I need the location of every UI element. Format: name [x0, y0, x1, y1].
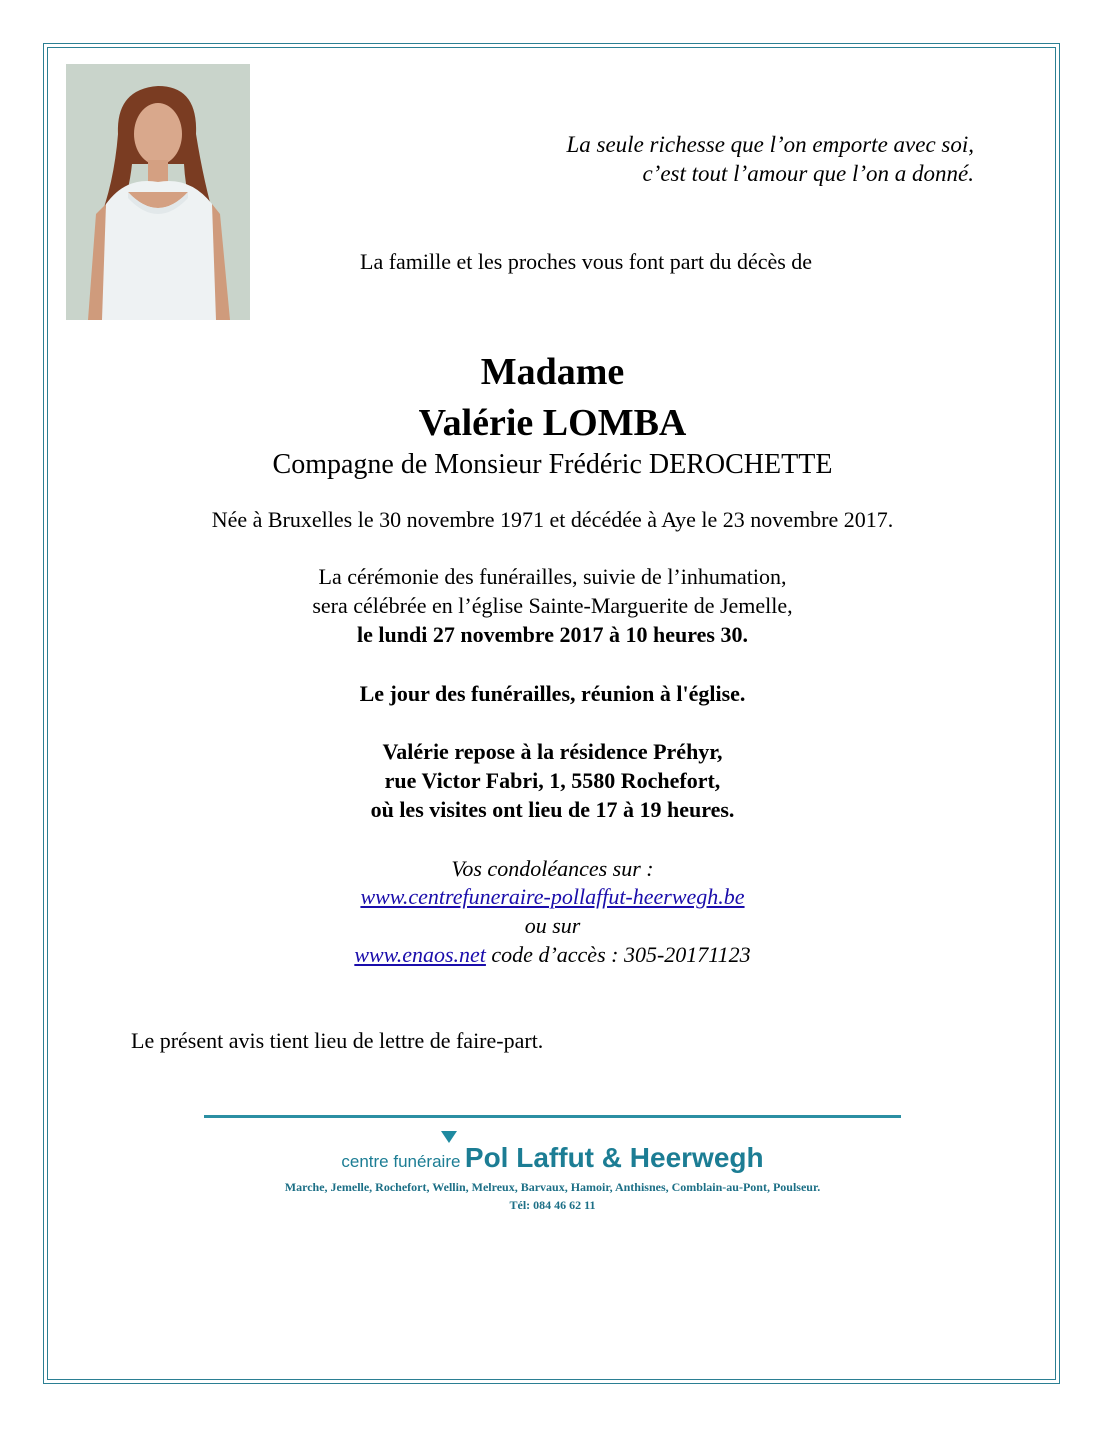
logo-rule [204, 1115, 901, 1118]
portrait-photo-icon [66, 64, 250, 320]
quote-line-1: La seule richesse que l’on emporte avec soi, [566, 132, 974, 157]
condolences-intro: Vos condoléances sur : [451, 856, 654, 881]
rest-line-1: Valérie repose à la résidence Préhyr, [382, 739, 723, 764]
enaos-link[interactable]: www.enaos.net [354, 942, 486, 967]
rest-line-3: où les visites ont lieu de 17 à 19 heures. [370, 797, 735, 822]
quote-line-2: c’est tout l’amour que l’on a donné. [642, 161, 974, 186]
logo-telephone: Tél: 084 46 62 11 [509, 1198, 596, 1212]
announcement: La famille et les proches vous font part du décès de [360, 249, 813, 274]
rest-line-2: rue Victor Fabri, 1, 5580 Rochefort, [384, 768, 721, 793]
portrait-photo [66, 64, 250, 320]
ceremony-line-2: sera célébrée en l’église Sainte-Marguerite de Jemelle, [312, 593, 793, 618]
logo-towns: Marche, Jemelle, Rochefort, Wellin, Melreux, Barvaux, Hamoir, Anthisnes, Comblain-au-Pont, Poulseur. [284, 1180, 821, 1194]
deceased-name: Valérie LOMBA [418, 402, 687, 444]
deceased-relation: Compagne de Monsieur Frédéric DEROCHETTE [272, 449, 833, 480]
funeral-center-logo [0, 1142, 1105, 1174]
meeting-line: Le jour des funérailles, réunion à l'église. [359, 681, 746, 706]
epigraph-quote [566, 130, 974, 188]
ceremony-date: le lundi 27 novembre 2017 à 10 heures 30. [357, 622, 748, 647]
condolences-link-row-2 [0, 942, 1105, 968]
logo-prefix: centre funéraire [341, 1152, 461, 1171]
access-code: code d’accès : 305-20171123 [491, 942, 751, 967]
birth-death-line: Née à Bruxelles le 30 novembre 1971 et décédée à Aye le 23 novembre 2017. [211, 507, 894, 532]
logo-name: Pol Laffut & Heerwegh [464, 1142, 764, 1173]
funeral-center-link[interactable]: www.centrefuneraire-pollaffut-heerwegh.be [360, 884, 745, 909]
deceased-title: Madame [480, 351, 625, 393]
condolences-link-row-1 [0, 884, 1105, 910]
notice-text: Le présent avis tient lieu de lettre de faire-part. [131, 1028, 544, 1053]
ceremony-line-1: La cérémonie des funérailles, suivie de l’inhumation, [318, 564, 787, 589]
condolences-or: ou sur [524, 913, 581, 938]
